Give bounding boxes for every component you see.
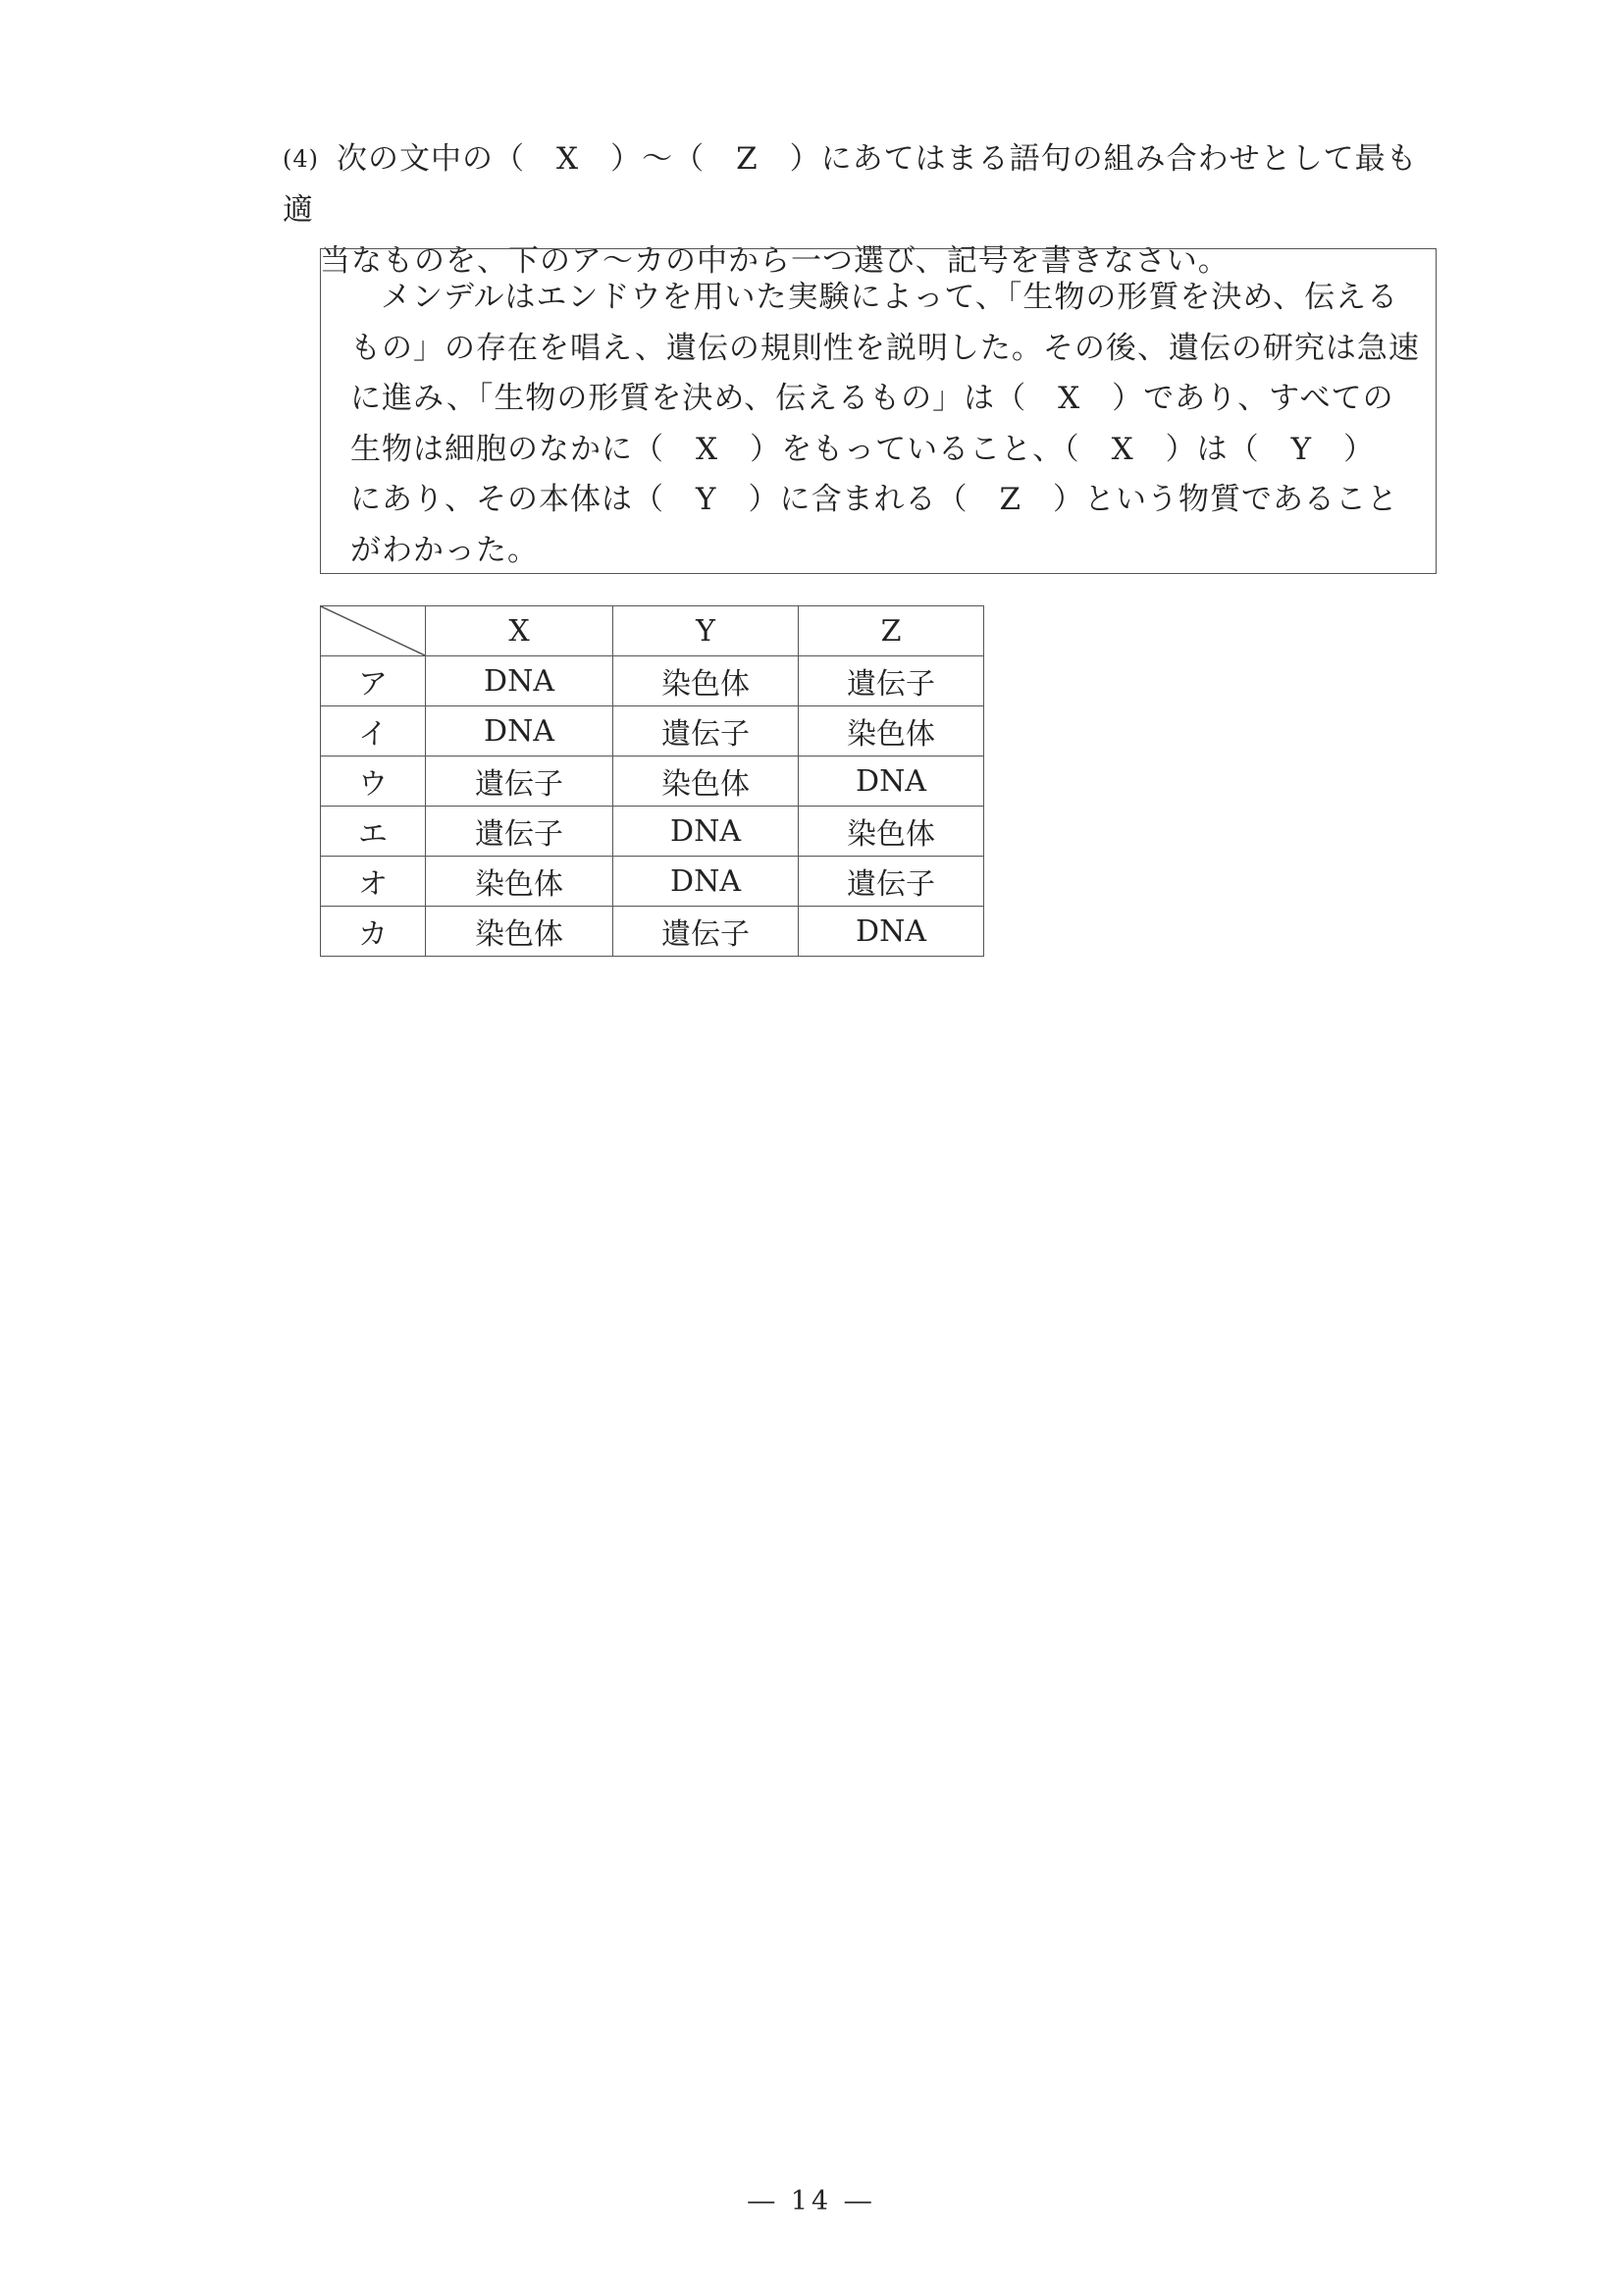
table-row	[321, 857, 984, 907]
row-label: オ	[321, 857, 426, 907]
cell-z: 染色体	[799, 706, 984, 757]
row-label: ウ	[321, 757, 426, 807]
cell-x: 染色体	[426, 907, 613, 957]
passage-line: 生物は細胞のなかに（ X ）をもっていること、（ X ）は（ Y ）	[350, 431, 1376, 467]
cell-z: DNA	[799, 907, 984, 957]
question-line-1	[283, 133, 1440, 235]
cell-y: 遺伝子	[613, 907, 799, 957]
row-label: カ	[321, 907, 426, 957]
cell-y: 染色体	[613, 656, 799, 706]
passage-line: がわかった。	[350, 532, 539, 568]
question-line-2: 当なものを、下のア〜カの中から一つ選び、記号を書きなさい。	[320, 243, 1230, 279]
cell-z: DNA	[799, 757, 984, 807]
page-number: ― 14 ―	[748, 2186, 875, 2217]
passage-line: メンデルはエンドウを用いた実験によって、「生物の形質を決め、伝える	[381, 280, 1399, 315]
cell-x: DNA	[426, 656, 613, 706]
cell-z: 遺伝子	[799, 857, 984, 907]
cell-x: 染色体	[426, 857, 613, 907]
table-row	[321, 706, 984, 757]
cell-x: 遺伝子	[426, 757, 613, 807]
cell-y: 遺伝子	[613, 706, 799, 757]
table-row	[321, 907, 984, 957]
table-header-z: Z	[799, 606, 984, 656]
cell-x: 遺伝子	[426, 807, 613, 857]
row-label: ア	[321, 656, 426, 706]
table-header-y: Y	[613, 606, 799, 656]
question-text-1: 次の文中の（ X ）〜（ Z ）にあてはまる語句の組み合わせとして最も適	[283, 141, 1418, 228]
passage-box	[320, 248, 1437, 574]
answer-choices-table	[320, 605, 984, 957]
table-corner-cell	[321, 606, 426, 656]
cell-z: 染色体	[799, 807, 984, 857]
table-row	[321, 757, 984, 807]
table-row	[321, 656, 984, 706]
cell-x: DNA	[426, 706, 613, 757]
cell-y: 染色体	[613, 757, 799, 807]
table-header-x: X	[426, 606, 613, 656]
diagonal-line	[321, 606, 425, 655]
table-header-row	[321, 606, 984, 656]
row-label: エ	[321, 807, 426, 857]
cell-z: 遺伝子	[799, 656, 984, 706]
table-row	[321, 807, 984, 857]
row-label: イ	[321, 706, 426, 757]
cell-y: DNA	[613, 857, 799, 907]
passage-line: もの」の存在を唱え、遺伝の規則性を説明した。その後、遺伝の研究は急速	[350, 330, 1420, 366]
cell-y: DNA	[613, 807, 799, 857]
passage-line: に進み、「生物の形質を決め、伝えるもの」は（ X ）であり、すべての	[350, 381, 1394, 416]
passage-line: にあり、その本体は（ Y ）に含まれる（ Z ）という物質であること	[350, 482, 1399, 517]
question-number: (4)	[283, 145, 319, 173]
